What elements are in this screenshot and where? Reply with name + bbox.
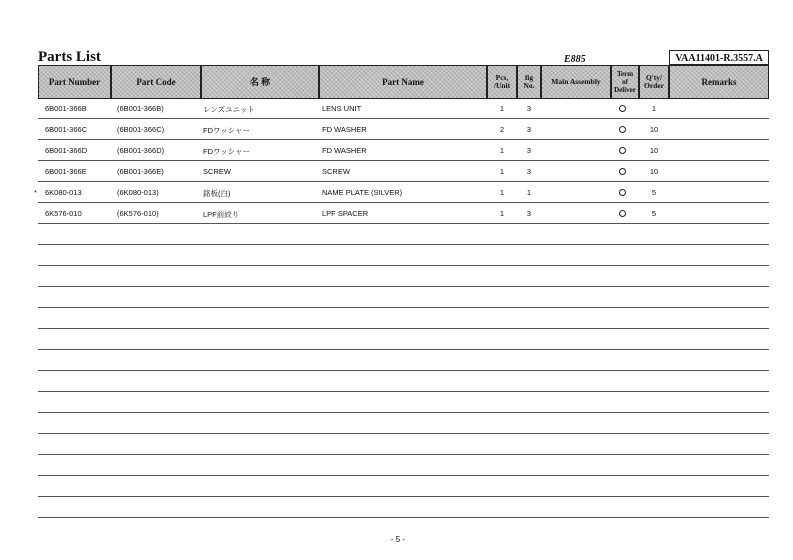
header-japanese-name: 名 称 [201, 65, 319, 99]
cell-pcs-unit: 1 [499, 188, 505, 197]
ruled-line [38, 139, 769, 140]
cell-japanese-name: LPF前絞り [203, 210, 240, 219]
term-deliver-circle-icon [619, 105, 626, 112]
cell-part-code: (6B001-366D) [117, 146, 165, 155]
ruled-line [38, 433, 769, 434]
cell-pcs-unit: 1 [499, 209, 505, 218]
cell-fig-no: 3 [526, 146, 532, 155]
term-deliver-circle-icon [619, 189, 626, 196]
ruled-line [38, 181, 769, 182]
ruled-line [38, 349, 769, 350]
cell-qty-order: 10 [649, 146, 659, 155]
header-remarks: Remarks [669, 65, 769, 99]
ruled-line [38, 328, 769, 329]
header-part-code: Part Code [111, 65, 201, 99]
page-title: Parts List [38, 49, 101, 65]
cell-japanese-name: SCREW [203, 167, 231, 176]
cell-part-code: (6B001-366C) [117, 125, 165, 134]
ruled-line [38, 412, 769, 413]
page-number: - 5 - [390, 535, 406, 544]
cell-part-name: LPF SPACER [322, 209, 369, 218]
header-qty-order: Q'ty/ Order [639, 65, 669, 99]
cell-pcs-unit: 2 [499, 125, 505, 134]
ruled-line [38, 475, 769, 476]
ruled-line [38, 391, 769, 392]
header-pcs-unit: Pcs, /Unit [487, 65, 517, 99]
document-reference: VAA11401-R.3557.A [669, 50, 769, 65]
ruled-line [38, 517, 769, 518]
ruled-line [38, 496, 769, 497]
cell-qty-order: 10 [649, 125, 659, 134]
cell-part-number: 6B001-366C [45, 125, 88, 134]
ruled-line [38, 160, 769, 161]
cell-fig-no: 3 [526, 209, 532, 218]
cell-part-code: (6B001-366E) [117, 167, 164, 176]
cell-qty-order: 5 [651, 209, 657, 218]
cell-part-name: FD WASHER [322, 125, 367, 134]
cell-pcs-unit: 1 [499, 146, 505, 155]
cell-part-name: SCREW [322, 167, 350, 176]
header-part-name: Part Name [319, 65, 487, 99]
term-deliver-circle-icon [619, 147, 626, 154]
term-deliver-circle-icon [619, 210, 626, 217]
header-term-of-deliver: Term of Deliver [611, 65, 639, 99]
ruled-line [38, 370, 769, 371]
term-deliver-circle-icon [619, 168, 626, 175]
cell-part-code: (6K080-013) [117, 188, 159, 197]
cell-fig-no: 3 [526, 104, 532, 113]
model-number: E885 [564, 54, 586, 65]
cell-part-number: 6B001-366B [45, 104, 87, 113]
ruled-line [38, 286, 769, 287]
ruled-line [38, 307, 769, 308]
cell-part-name: NAME PLATE (SILVER) [322, 188, 403, 197]
cell-qty-order: 10 [649, 167, 659, 176]
cell-japanese-name: FDワッシャー [203, 147, 250, 156]
row-mark: * [34, 188, 37, 197]
cell-fig-no: 3 [526, 125, 532, 134]
header-main-assembly: Main Assembly [541, 65, 611, 99]
cell-fig-no: 3 [526, 167, 532, 176]
cell-part-name: FD WASHER [322, 146, 367, 155]
cell-japanese-name: 銘板(白) [203, 189, 231, 198]
ruled-line [38, 244, 769, 245]
cell-part-number: 6K080-013 [45, 188, 82, 197]
cell-japanese-name: FDワッシャー [203, 126, 250, 135]
cell-part-name: LENS UNIT [322, 104, 362, 113]
cell-part-number: 6K576-010 [45, 209, 82, 218]
cell-qty-order: 5 [651, 188, 657, 197]
cell-part-number: 6B001-366D [45, 146, 88, 155]
cell-fig-no: 1 [526, 188, 532, 197]
header-fig-no: fig No. [517, 65, 541, 99]
cell-qty-order: 1 [651, 104, 657, 113]
cell-part-number: 6B001-366E [45, 167, 87, 176]
cell-part-code: (6B001-366B) [117, 104, 164, 113]
cell-part-code: (6K576-010) [117, 209, 159, 218]
ruled-line [38, 118, 769, 119]
term-deliver-circle-icon [619, 126, 626, 133]
header-part-number: Part Number [38, 65, 111, 99]
ruled-line [38, 454, 769, 455]
ruled-line [38, 202, 769, 203]
ruled-line [38, 265, 769, 266]
cell-pcs-unit: 1 [499, 104, 505, 113]
cell-pcs-unit: 1 [499, 167, 505, 176]
cell-japanese-name: レンズユニット [203, 105, 255, 114]
ruled-line [38, 223, 769, 224]
